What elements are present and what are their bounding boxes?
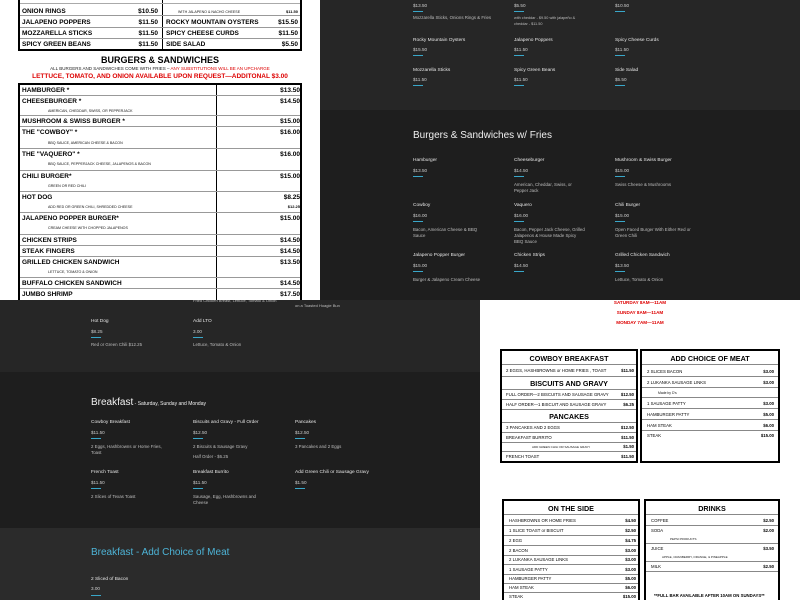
item-name: Spicy Green Beans [514,68,556,73]
menu-item-name: BUFFALO CHICKEN SANDWICH [22,280,122,287]
item-name: SPICY GREEN BEANS [22,41,91,48]
item-name: ROCKY MOUNTAIN OYSTERS [166,19,259,26]
menu-item-name: HASHBROWNS OR HOME FRIES [509,518,576,523]
item-price: $16.00 [514,213,529,218]
menu-item-price: $15.00 [280,173,300,180]
item-price: $11.50 [138,41,158,48]
item-desc: Swiss Cheese & Mushrooms [615,182,672,187]
item-name: Grilled Chicken Sandwich [615,253,670,258]
appetizer-table [18,0,302,51]
menu-item-price: $15.00 [280,215,300,222]
item-price: $10.50 [615,3,630,8]
menu-item-name: STEAK [509,594,524,599]
meat-box [640,349,780,463]
item-price: $11.50 [514,47,528,52]
menu-item-subprice: $12.25 [287,204,300,209]
printed-breakfast-menu [480,300,800,600]
menu-item-desc: CREAM CHEESE WITH CHOPPED JALAPENOS [48,226,128,230]
menu-item-price: $3.00 [625,548,636,553]
menu-item-price: $4.50 [625,518,636,523]
menu-item-price: $4.75 [625,538,636,543]
menu-item-price: $3.00 [625,557,636,562]
item-price: $11.50 [138,19,158,26]
item-price: $16.00 [413,213,428,218]
menu-item-desc: GREEN OR RED CHILI [48,184,86,188]
item-price: $5.50 [615,77,627,82]
item-name: Cowboy [413,203,431,208]
menu-item-name: SODA [651,528,664,533]
item-name: Pancakes [295,420,317,425]
web-menu-breakfast [0,300,480,600]
menu-item-name: CHICKEN STRIPS [22,237,77,244]
menu-item-name: HAMBURGER PATTY [509,576,552,581]
menu-item-name: HAMBURGER PATTY [647,412,690,417]
item-name: Vaquero [514,203,532,208]
menu-item-price: $2.00 [763,528,774,533]
item-price: $1.50 [295,480,307,485]
lto-note: LETTUCE, TOMATO, AND ONION AVAILABLE UPON REQUEST—ADDITONAL $3.00 [32,73,288,80]
menu-item-desc: ADD GREEN CHILI OR SAUSAGE GRAVY [532,445,591,449]
item-name: Add LTO [193,319,212,324]
menu-item-price: $14.50 [280,280,300,287]
box-title: ADD CHOICE OF MEAT [670,354,750,363]
item-name: Hamburger [413,158,437,163]
menu-item-price: $2.50 [763,564,774,569]
menu-item-price: $2.50 [625,528,636,533]
menu-item-price: $1.50 [623,444,634,449]
item-name: SIDE SALAD [166,41,206,48]
menu-item-name: 2 SLICES BACON [647,369,683,374]
item-price: $11.50 [193,480,207,485]
item-name: Rocky Mountain Oysters [413,38,466,43]
menu-item-name: COFFEE [651,518,669,523]
hours-line: MONDAY 7AM—11AM [616,320,664,325]
menu-item-name: HAMBURGER * [22,87,70,94]
menu-item-name: BREAKFAST BURRITO [506,435,552,440]
item-name: Biscuits and Gravy - Full Order [193,420,259,425]
menu-item-price: $14.50 [280,248,300,255]
item-desc: Fried Chicken Breast, Lettuce, Tomato & Onion [193,300,277,303]
item-name: Mushroom & Swiss Burger [615,158,672,163]
menu-item-name: 1 SAUSAGE PATTY [647,401,686,406]
hours-line: SATURDAY 8AM—11AM [613,300,667,305]
item-price: 3.00 [91,586,100,591]
item-name: Side Salad [615,68,639,73]
menu-item-desc: LETTUCE, TOMATO & ONION [48,270,98,274]
item-price: $14.50 [514,263,529,268]
menu-item-price: $11.50 [621,435,634,440]
box-title: DRINKS [698,504,726,513]
menu-item-price: $12.50 [620,425,634,430]
menu-item-name: HOT DOG [22,194,53,201]
item-name: French Toast [91,470,119,475]
menu-item-name: 1 SAUSAGE PATTY [509,567,548,572]
item-price: $15.00 [615,213,630,218]
menu-item-name: JUICE [651,546,664,551]
menu-item-name: JALAPENO POPPER BURGER* [22,215,119,222]
menu-item-price: $6.00 [625,585,636,590]
item-name: SPICY CHEESE CURDS [166,30,239,37]
menu-item-desc: Made by D's [658,391,677,395]
bar-footer: **FULL BAR AVAILABLE AFTER 10AM ON SUNDAYS** [654,593,765,598]
item-name: JALAPENO POPPERS [22,19,91,26]
item-desc: Red or Green Chili $12.25 [91,342,143,347]
menu-item-price: $13.50 [280,87,300,94]
menu-item-desc: APPLE, CRANBERRY, ORANGE, & PINEAPPLE [662,555,728,559]
menu-item-price: $5.00 [763,412,774,417]
menu-item-name: JUMBO SHRIMP [22,291,73,298]
item-price: $11.50 [514,77,528,82]
item-name: Chicken Strips [514,253,545,258]
breakfast-heading: Breakfast - Saturday, Sunday and Monday [91,397,206,408]
menu-item-name: FRENCH TOAST [506,454,540,459]
menu-item-price: $15.00 [760,433,774,438]
box-title: PANCAKES [549,412,589,421]
item-price: $13.50 [615,263,630,268]
item-desc: Mozzarella Sticks, Onions Rings & Fries [413,15,492,20]
menu-item-price: $3.00 [625,567,636,572]
menu-item-price: $12.50 [620,392,634,397]
menu-item-price: $11.50 [621,454,634,459]
menu-item-desc: ADD RED OR GREEN CHILI, SHREDDED CHEESE [48,205,133,209]
item-price: $11.50 [278,30,298,37]
menu-item-price: $2.50 [763,518,774,523]
menu-item-price: $3.00 [763,401,774,406]
side-box [502,499,640,600]
menu-item-price: $13.50 [280,259,300,266]
menu-item-price: $6.25 [623,402,634,407]
item-price: $15.50 [413,47,428,52]
menu-item-name: 2 BACON [509,548,528,553]
web-menu-burgers [320,0,800,300]
menu-item-desc: BBQ SAUCE, PEPPERJACK CHEESE, JALAPENOS & BACON [48,162,151,166]
menu-item-price: $6.00 [763,423,774,428]
menu-item-price: $5.00 [625,576,636,581]
menu-item-price: $15.00 [622,594,636,599]
item-name: Cheeseburger [514,158,545,163]
menu-item-desc: BBQ SAUCE, AMERICAN CHEESE & BACON [48,141,123,145]
item-name: Jalapeno Poppers [514,38,553,43]
item-desc: Burger & Jalapeno Cream Cheese [413,277,481,282]
menu-item-price: $8.25 [283,194,300,201]
menu-item-price: $14.50 [280,237,300,244]
box-title: ON THE SIDE [548,504,594,513]
menu-item-desc: AMERICAN, CHEDDAR, SWISS, OR PEPPERJACK [48,109,133,113]
item-price: $15.00 [413,263,428,268]
menu-item-name: FULL ORDER—2 BISCUITS AND SAUSAGE GRAVY [506,392,609,397]
menu-item-price: $14.50 [280,98,300,105]
menu-item-name: GRILLED CHICKEN SANDWICH [22,259,120,266]
menu-item-name: CHILI BURGER* [22,173,72,180]
item-price: $12.50 [193,430,208,435]
breakfast-box [500,349,638,463]
menu-item-name: MUSHROOM & SWISS BURGER * [22,118,125,125]
menu-item-desc: PEPSI PRODUCTS [670,537,697,541]
item-price: $13.50 [413,168,428,173]
item-price: $5.50 [281,41,298,48]
item-price: $11.50 [615,47,629,52]
item-name: Hot Dog [91,319,109,324]
item-desc: 2 Slices of Texas Toast [91,494,136,499]
item-price: $12.50 [295,430,310,435]
item-desc: Bacon, American Cheese & BBQ Sauce [413,227,478,238]
item-name: Cowboy Breakfast [91,420,130,425]
item-name: ONION RINGS [22,8,66,15]
menu-item-price: $16.00 [280,129,300,136]
box-title: COWBOY BREAKFAST [529,354,609,363]
item-desc: Open Faced Burger With Either Red or Green Chili [615,227,691,238]
item-price: 3.00 [193,329,202,334]
item-price: $11.50 [91,480,105,485]
menu-item-name: THE "VAQUERO" * [22,151,80,158]
section-title: BURGERS & SANDWICHES [100,55,219,65]
item-desc: Lettuce, Tomato & Onion [193,342,242,347]
item-desc: Bacon, Pepper Jack Cheese, Grilled Jalapenos & House Made Spicy BBQ Sauce [514,227,585,244]
menu-item-name: 2 EGG [509,538,523,543]
menu-item-price: $16.00 [280,151,300,158]
menu-item-name: 2 LUKANKA SAUSAGE LINKS [647,380,706,385]
item-price: $15.50 [278,19,298,26]
item-desc: 2 Eggs, Hashbrowns or Home Fries, Toast [91,444,162,455]
menu-item-price: $17.50 [280,291,300,298]
item-price: $11.50 [285,9,298,14]
menu-item-name: CHEESEBURGER * [22,98,82,105]
item-price: $10.50 [138,8,158,15]
meat-heading: Breakfast - Add Choice of Meat [91,547,230,558]
menu-item-price: $3.00 [763,369,774,374]
item-price: $14.50 [514,168,529,173]
item-name: Mozzarella Sticks [413,68,451,73]
hours-line: SUNDAY 8AM—11AM [616,310,664,315]
menu-item-name: STEAK [647,433,662,438]
item-desc: Sausage, Egg, Hashbrowns and Cheese [193,494,256,505]
fries-note: ALL BURGERS AND SANDWICHES COME WITH FRIES – ANY SUBSTITUTIONS WILL BE AN UPCHARGE [50,66,270,71]
menu-item-price: $3.50 [763,546,774,551]
item-desc: on a Toasted Hoagie Bun [295,303,340,308]
menu-item-name: HALF ORDER—1 BISCUIT AND SAUSAGE GRAVY [506,402,607,407]
item-desc: 3 Pancakes and 2 Eggs [295,444,342,449]
menu-item-name: 3 PANCAKES AND 2 EGGS [506,425,560,430]
item-name: MOZZARELLA STICKS [22,30,93,37]
item-desc: 2 Biscuits & Sausage Gravy [193,444,248,449]
drinks-box [644,499,780,600]
menu-item-name: HAM STEAK [647,423,672,428]
item-price: $8.25 [91,329,103,334]
item-price: $13.50 [413,3,428,8]
menu-item-name: 2 EGGS, HASHBROWNS or HOME FRIES , TOAST [506,368,607,373]
menu-item-name: THE "COWBOY" * [22,129,78,136]
item-name: Add Green Chili or Sausage Gravy [295,470,369,475]
burger-table [18,83,302,300]
item-price: $11.50 [91,430,105,435]
item-name: Breakfast Burrito [193,470,229,475]
menu-item-name: 1 SLICE TOAST or BISCUIT [509,528,564,533]
menu-item-price: $11.50 [621,368,634,373]
box-title: BISCUITS AND GRAVY [530,379,608,388]
menu-item-price: $3.00 [763,380,774,385]
menu-item-name: STEAK FINGERS [22,248,75,255]
item-price: $11.50 [138,30,158,37]
item-name: 2 Sliced of Bacon [91,577,129,582]
item-price: $5.50 [514,3,526,8]
menu-item-name: MILK [651,564,662,569]
item-price: $11.50 [413,77,427,82]
item-name: Chili Burger [615,203,641,208]
printed-lunch-menu [0,0,320,300]
item-name: Jalapeno Popper Burger [413,253,466,258]
item-desc: American, Cheddar, Swiss, or Pepper Jack [514,182,572,193]
item-price: $15.00 [615,168,630,173]
menu-item-name: 2 LUKANKA SAUSAGE LINKS [509,557,568,562]
item-desc: with cheddar - $9.50 with jalapeño & cheddar - $11.50 [514,16,576,26]
menu-item-price: $15.00 [280,118,300,125]
section-heading: Burgers & Sandwiches w/ Fries [413,130,552,141]
item-name: Spicy Cheese Curds [615,38,659,43]
item-desc: Half Order - $6.25 [193,454,229,459]
item-desc: Lettuce, Tomato & Onion [615,277,664,282]
menu-item-name: HAM STEAK [509,585,534,590]
item-name: WITH JALAPENO & NACHO CHEESE [178,10,241,14]
